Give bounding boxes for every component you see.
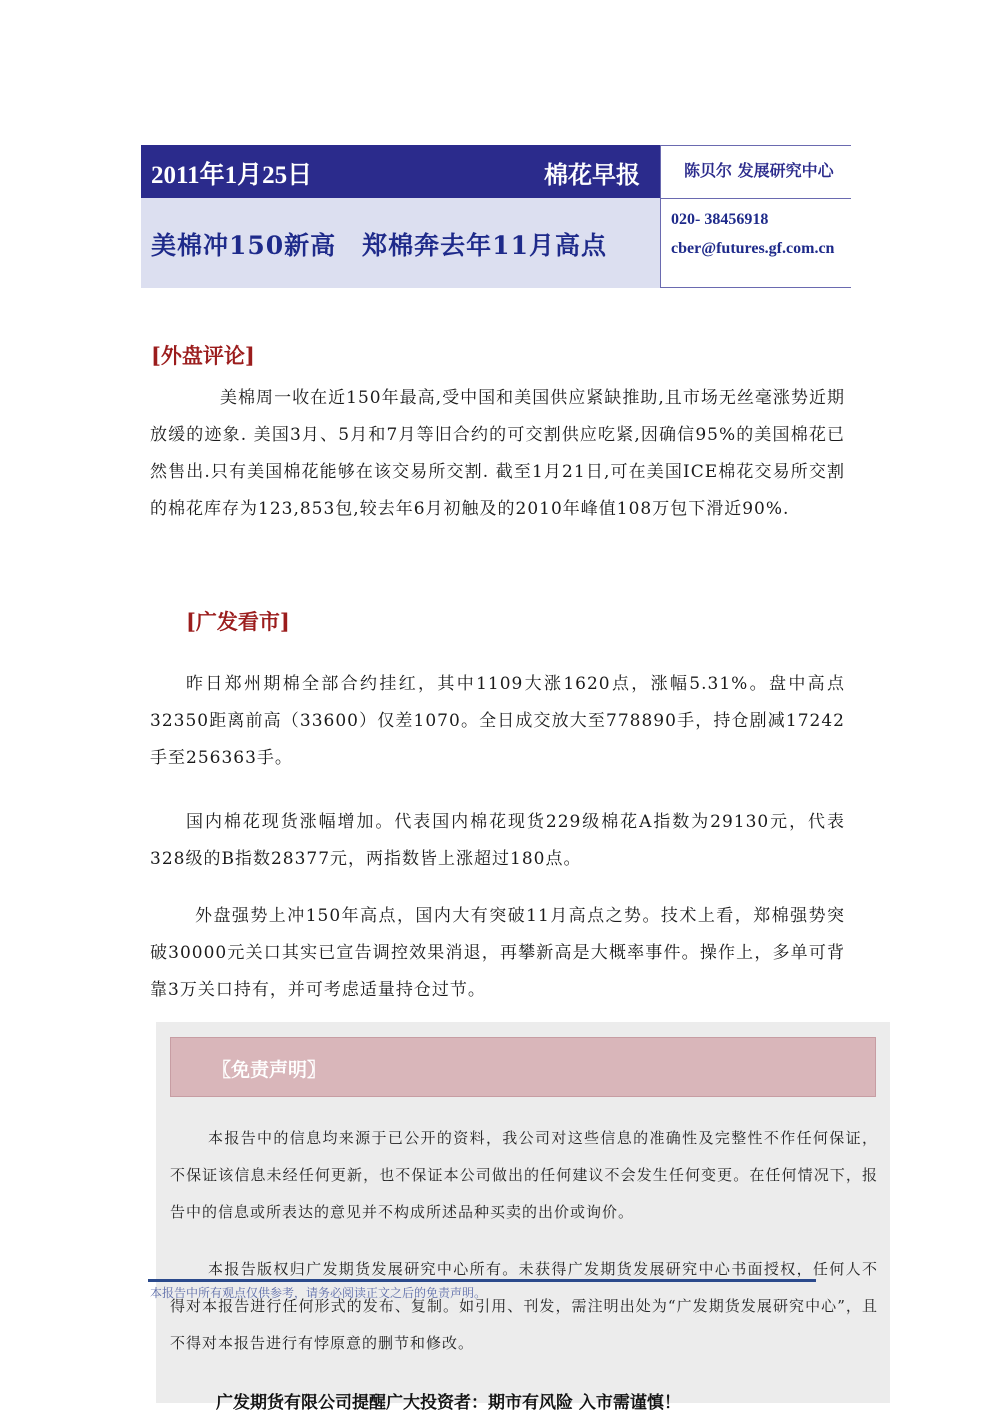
contact-info [671,205,846,263]
disclaimer-paragraph-1: 本报告中的信息均来源于已公开的资料，我公司对这些信息的准确性及完整性不作任何保证，不保证该信息未经任何更新，也不保证本公司做出的任何建议不会发生任何变更。在任何情况下，报告中的信息或所表达的意见并不构成所述品种买卖的出价或询价。 [170,1129,878,1221]
report-title: 美棉冲150新高 郑棉奔去年11月高点 [151,231,607,260]
risk-warning: 广发期货有限公司提醒广大投资者：期市有风险 入市需谨慎！ [216,1393,681,1413]
contact-rule-left [660,145,661,288]
gf-paragraph-1: 昨日郑州期棉全部合约挂红，其中1109大涨1620点，涨幅5.31%。盘中高点32350距离前高（33600）仅差1070。全日成交放大至778890手，持仓剧减17242手至256363手。 [150,674,845,768]
contact-email: cber@futures.gf.com.cn [671,240,835,257]
author: 陈贝尔 发展研究中心 [684,161,834,180]
contact-rule-bottom [660,287,851,288]
footer-note: 本报告中所有观点仅供参考，请务必阅读正文之后的免责声明。 [150,1286,487,1300]
gf-paragraph-2: 国内棉花现货涨幅增加。代表国内棉花现货229级棉花A指数为29130元，代表328级的B指数28377元，两指数皆上涨超过180点。 [150,812,845,869]
contact-rule-mid [660,198,851,199]
disclaimer-heading: 〖免责声明〗 [212,1059,327,1081]
disclaimer-paragraph-2: 本报告版权归广发期货发展研究中心所有。未获得广发期货发展研究中心书面授权，任何人不得对本报告进行任何形式的发布、复制。如引用、刊发，需注明出处为“广发期货发展研究中心”，且不得对本报告进行有悖原意的删节和修改。 [170,1260,878,1352]
report-date: 2011年1月25日 [151,162,313,189]
gf-paragraph-3: 外盘强势上冲150年高点，国内大有突破11月高点之势。技术上看，郑棉强势突破30000元关口其实已宣告调控效果消退，再攀新高是大概率事件。操作上，多单可背靠3万关口持有，并可考虑适量持仓过节。 [150,906,845,1000]
foreign-heading: [外盘评论] [151,343,255,368]
foreign-paragraph: 美棉周一收在近150年最高,受中国和美国供应紧缺推助,且市场无丝毫涨势近期放缓的迹象. 美国3月、5月和7月等旧合约的可交割供应吃紧,因确信95%的美国棉花已然售出.只有美国棉花能够在该交易所交割. 截至1月21日,可在美国ICE棉花交易所交割的棉花库存为123,853包,较去年6月初触及的2010年峰值108万包下滑近90%. [150,388,845,519]
footer-rule [148,1279,816,1282]
contact-phone: 020- 38456918 [671,211,769,228]
contact-rule-top [660,145,851,146]
report-type: 棉花早报 [544,160,640,189]
gf-heading: [广发看市] [186,609,290,634]
